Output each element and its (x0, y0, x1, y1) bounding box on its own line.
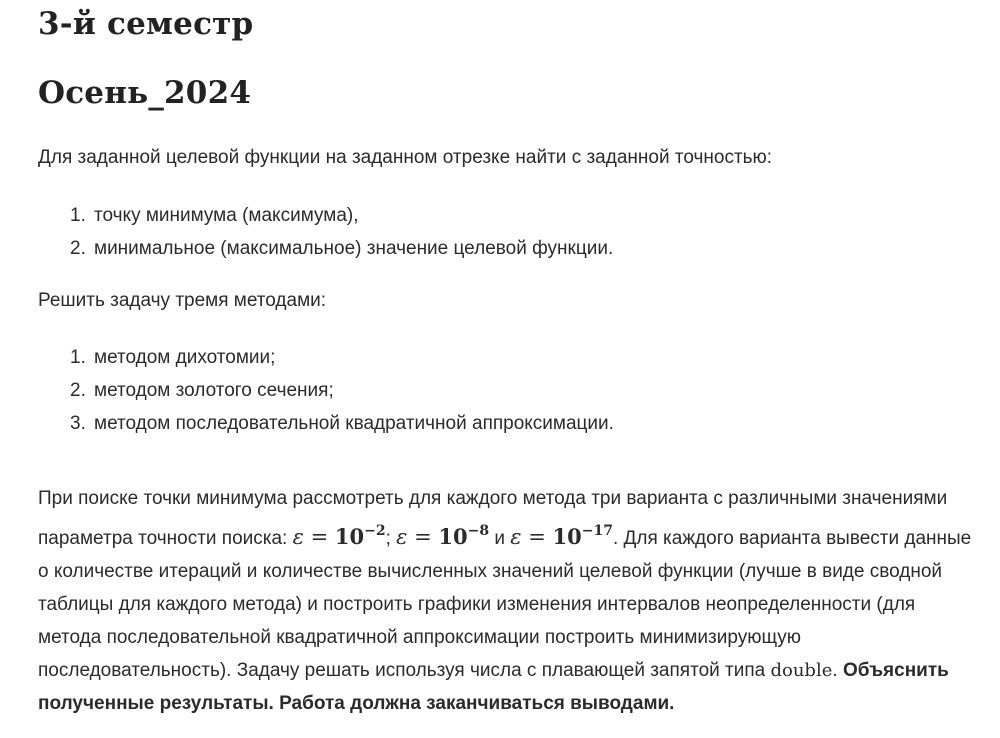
list-item-number: 2. (70, 380, 86, 401)
list-item-text: методом дихотомии; (94, 347, 276, 368)
power-base: 10 (438, 524, 468, 549)
paragraph-text: При поиске точки минимума рассмотреть для каждого метода три варианта с различными значениями параметра точности поиска: (38, 488, 948, 549)
power-base: 10 (334, 524, 365, 549)
epsilon-symbol: ε (292, 525, 304, 549)
list-item-number: 1. (70, 205, 86, 226)
power-exponent: −8 (467, 523, 490, 539)
separator: ; (385, 528, 397, 549)
list-item-text: методом золотого сечения; (94, 380, 334, 401)
paragraph-text: . (832, 660, 843, 681)
power-base: 10 (552, 524, 582, 549)
methods-intro-text: Решить задачу тремя методами: (38, 290, 327, 311)
semester-heading: 3-й семестр (38, 6, 254, 42)
list-item-text: минимальное (максимальное) значение целевой функции. (94, 238, 614, 259)
conjunction: и (489, 528, 511, 549)
double-type-text: double (770, 660, 833, 681)
list-item-number: 1. (70, 347, 86, 368)
list-item (70, 199, 613, 232)
list-item-number: 3. (70, 413, 86, 434)
equals-sign: = (407, 525, 439, 549)
list-item-number: 2. (70, 238, 86, 259)
season-heading: Осень_2024 (38, 75, 252, 111)
list-item (70, 374, 614, 407)
epsilon-symbol: ε (510, 525, 522, 549)
epsilon-formula-3 (510, 525, 613, 549)
intro-text: Для заданной целевой функции на заданном отрезке найти с заданной точностью: (38, 147, 773, 168)
equals-sign: = (521, 525, 553, 549)
list-item (70, 407, 614, 440)
methods-list (38, 341, 614, 440)
list-item-text: точку минимума (максимума), (94, 205, 359, 226)
epsilon-formula-1 (293, 525, 386, 549)
paragraph-text: . Для каждого варианта вывести данные о количестве итераций и количестве вычисленных значений целевой функции (лучше в виде сводной таблицы для каждого метода) и построить графики изменения интервалов неопределенности (для метода последовательной квадратичной аппроксимации построить минимизирующую последовательность). Задачу решать используя числа с плавающей запятой типа (38, 528, 972, 681)
epsilon-symbol: ε (396, 525, 408, 549)
conclusion-bold-text: Объяснить полученные результаты. Работа должна заканчиваться выводами. (38, 660, 949, 714)
list-item (70, 232, 614, 265)
find-list (38, 199, 613, 265)
power-exponent: −17 (581, 523, 613, 539)
list-item (70, 341, 614, 374)
epsilon-formula-2 (396, 525, 489, 549)
power-exponent: −2 (364, 523, 386, 539)
equals-sign: = (303, 525, 335, 549)
task-paragraph (38, 482, 973, 720)
list-item-text: методом последовательной квадратичной аппроксимации. (94, 413, 614, 434)
